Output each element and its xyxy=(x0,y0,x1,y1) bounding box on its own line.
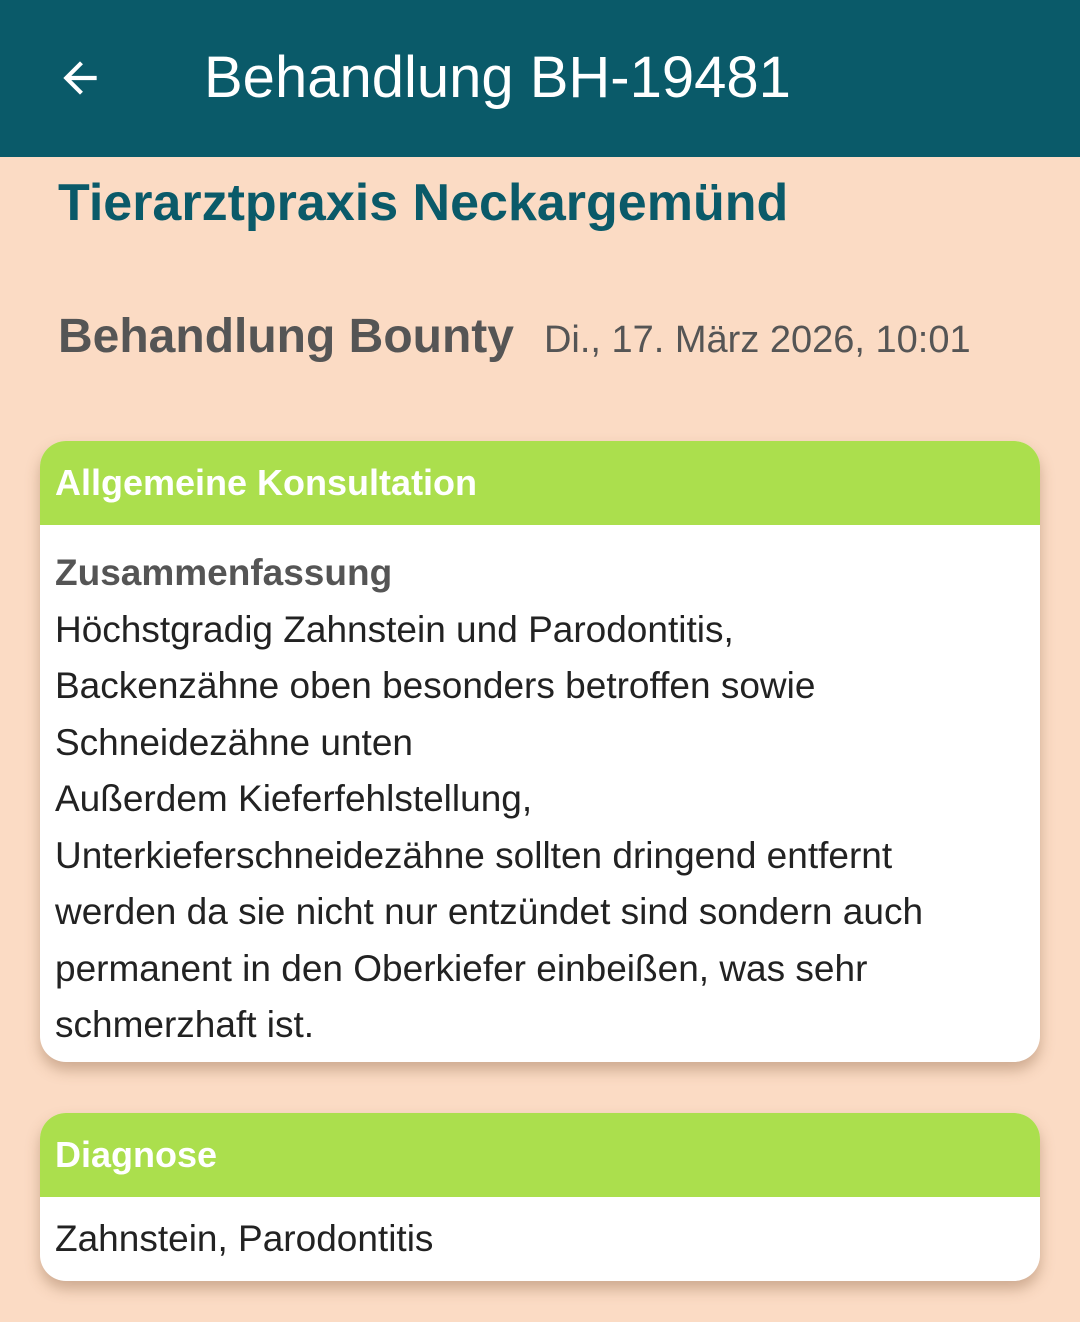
consultation-card-header: Allgemeine Konsultation xyxy=(40,441,1040,525)
summary-line: schmerzhaft ist. xyxy=(55,1004,315,1045)
summary-line: permanent in den Oberkiefer einbeißen, was sehr xyxy=(55,947,868,989)
consultation-card-body xyxy=(40,525,1040,1054)
diagnosis-text: Zahnstein, Parodontitis xyxy=(55,1218,434,1259)
back-button[interactable] xyxy=(40,36,120,120)
treatment-date: Di., 17. März 2026, 10:01 xyxy=(543,319,971,361)
summary-line: Backenzähne oben besonders betroffen sowie xyxy=(55,665,816,706)
summary-line: Unterkieferschneidezähne sollten dringend entfernt xyxy=(55,834,893,876)
app-title: Behandlung BH-19481 xyxy=(204,45,791,110)
diagnosis-card xyxy=(40,1113,1040,1281)
app-bar xyxy=(0,0,1080,157)
diagnosis-card-header: Diagnose xyxy=(40,1113,1040,1197)
consultation-card xyxy=(40,441,1040,1062)
diagnosis-card-body xyxy=(40,1197,1040,1268)
summary-label: Zusammenfassung xyxy=(55,552,393,593)
summary-line: Höchstgradig Zahnstein und Parodontitis, xyxy=(55,608,734,650)
summary-line: werden da sie nicht nur entzündet sind sondern auch xyxy=(55,891,924,932)
clinic-name: Tierarztpraxis Neckargemünd xyxy=(58,174,789,232)
treatment-header xyxy=(58,302,971,372)
summary-line: Außerdem Kieferfehlstellung, xyxy=(55,778,533,819)
treatment-title: Behandlung Bounty xyxy=(58,310,514,363)
arrow-left-icon xyxy=(55,53,105,103)
summary-line: Schneidezähne unten xyxy=(55,721,413,763)
